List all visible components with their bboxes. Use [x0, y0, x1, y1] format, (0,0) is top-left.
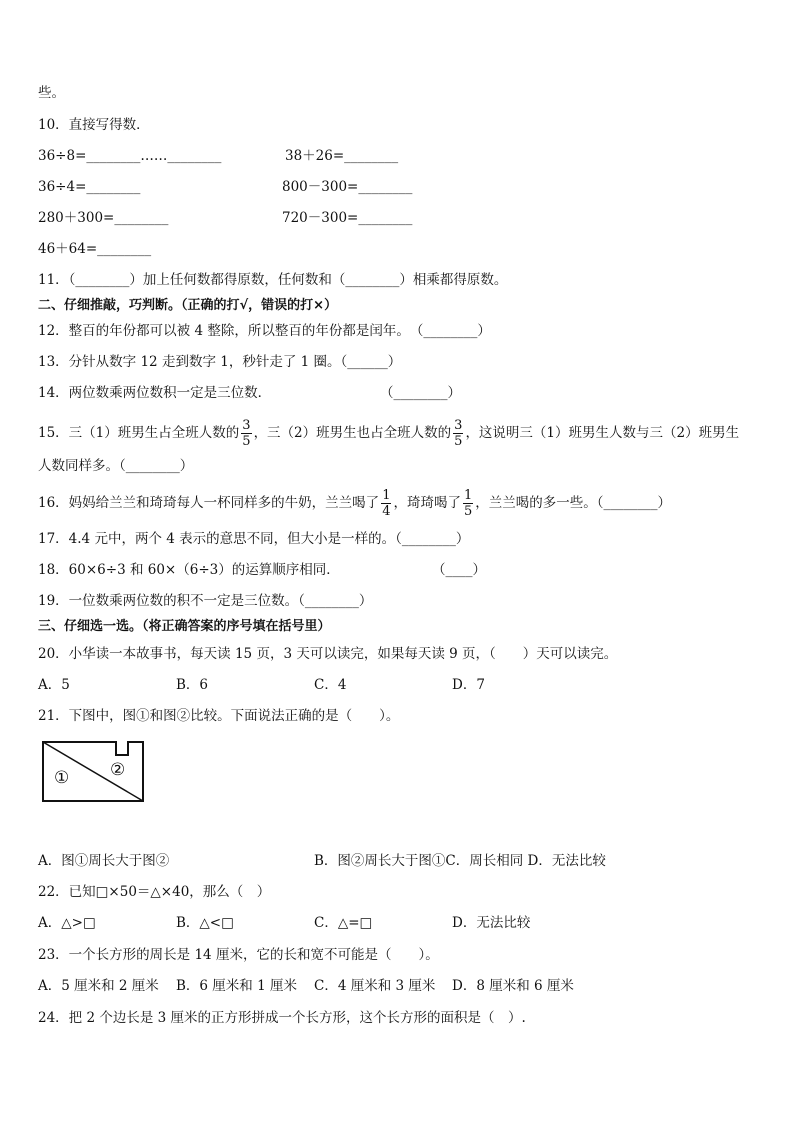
figure-label-1: ① [54, 768, 70, 788]
q16 [38, 483, 671, 523]
q22-option-a[interactable]: A．△>□ [38, 915, 96, 931]
fraction-three-fifths: $\frac{3}{5}$ [454, 417, 463, 449]
q22: 22．已知□×50＝△×40，那么（ ） [38, 884, 271, 900]
q21: 21．下图中，图①和图②比较。下面说法正确的是（ ）。 [38, 708, 400, 724]
q23-option-c[interactable]: C．4 厘米和 3 厘米 [314, 978, 436, 994]
q11: 11．（________）加上任何数都得原数，任何数和（________）相乘都得原数。 [38, 272, 508, 288]
fraction-three-fifths: $\frac{3}{5}$ [242, 417, 251, 449]
q15-text-2: ，三（2）班男生也占全班人数的 [253, 425, 452, 441]
q15-text-3: ，这说明三（1）班男生人数与三（2）班男生 [465, 425, 740, 441]
q20-option-b[interactable]: B．6 [176, 677, 209, 693]
q16-text-2: ，琦琦喝了 [393, 495, 461, 511]
q23: 23．一个长方形的周长是 14 厘米，它的长和宽不可能是（ ）。 [38, 947, 439, 963]
section-3-heading: 三、仔细选一选。（将正确答案的序号填在括号里） [38, 619, 331, 634]
rectangle-notch-diagram [42, 741, 146, 803]
q14-answer-blank[interactable]: （________） [380, 385, 461, 401]
section-2-heading: 二、仔细推敲，巧判断。（正确的打√，错误的打×） [38, 298, 338, 313]
prev-question-tail: 些。 [38, 85, 65, 101]
q10-item-3: 36÷4=________ [38, 179, 141, 195]
q18: 18．60×6÷3 和 60×（6÷3）的运算顺序相同． [38, 562, 340, 578]
figure-label-2: ② [110, 760, 126, 780]
q14: 14．两位数乘两位数积一定是三位数． [38, 385, 272, 401]
q20: 20．小华读一本故事书，每天读 15 页，3 天可以读完，如果每天读 9 页，（ ）天可以读完。 [38, 646, 618, 662]
q22-option-d[interactable]: D．无法比较 [452, 915, 531, 931]
q20-option-c[interactable]: C．4 [314, 677, 347, 693]
q17: 17．4.4 元中，两个 4 表示的意思不同，但大小是一样的。（________） [38, 531, 470, 547]
q23-option-b[interactable]: B．6 厘米和 1 厘米 [176, 978, 297, 994]
q16-text-1: 16．妈妈给兰兰和琦琦每人一杯同样多的牛奶，兰兰喝了 [38, 495, 380, 511]
q10-item-4: 800－300=________ [282, 179, 413, 195]
q10-item-1: 36÷8=________……________ [38, 148, 222, 164]
q12: 12．整百的年份都可以被 4 整除，所以整百的年份都是闰年。 （________） [38, 323, 491, 339]
q21-figure [42, 741, 146, 807]
fraction-one-quarter: $\frac{1}{4}$ [382, 487, 391, 519]
q23-option-a[interactable]: A．5 厘米和 2 厘米 [38, 978, 159, 994]
q19: 19．一位数乘两位数的积不一定是三位数。（________） [38, 593, 373, 609]
q24: 24．把 2 个边长是 3 厘米的正方形拼成一个长方形，这个长方形的面积是（ ）. [38, 1010, 526, 1026]
q21-option-b-c-d[interactable]: B．图②周长大于图①C．周长相同 D．无法比较 [314, 853, 606, 869]
q10-item-2: 38＋26=________ [285, 148, 399, 164]
q10-item-7: 46＋64=________ [38, 241, 152, 257]
q10-item-6: 720－300=________ [282, 210, 413, 226]
q15-text-1: 15．三（1）班男生占全班人数的 [38, 425, 240, 441]
q10-item-5: 280＋300=________ [38, 210, 169, 226]
q23-option-d[interactable]: D．8 厘米和 6 厘米 [452, 978, 574, 994]
q10-title: 10．直接写得数． [38, 117, 150, 133]
q20-option-d[interactable]: D．7 [452, 677, 485, 693]
q20-option-a[interactable]: A．5 [38, 677, 70, 693]
q22-option-c[interactable]: C．△=□ [314, 915, 373, 931]
q21-option-a[interactable]: A．图①周长大于图② [38, 853, 170, 869]
q16-text-3: ，兰兰喝的多一些。（________） [475, 495, 671, 511]
q15-line-2: 人数同样多。（________） [38, 458, 194, 474]
q22-option-b[interactable]: B．△<□ [176, 915, 234, 931]
q13: 13．分针从数字 12 走到数字 1，秒针走了 1 圈。（______） [38, 354, 402, 370]
q15-line-1 [38, 413, 739, 453]
fraction-one-fifth: $\frac{1}{5}$ [463, 487, 473, 519]
q18-answer-blank[interactable]: （____） [432, 562, 486, 578]
